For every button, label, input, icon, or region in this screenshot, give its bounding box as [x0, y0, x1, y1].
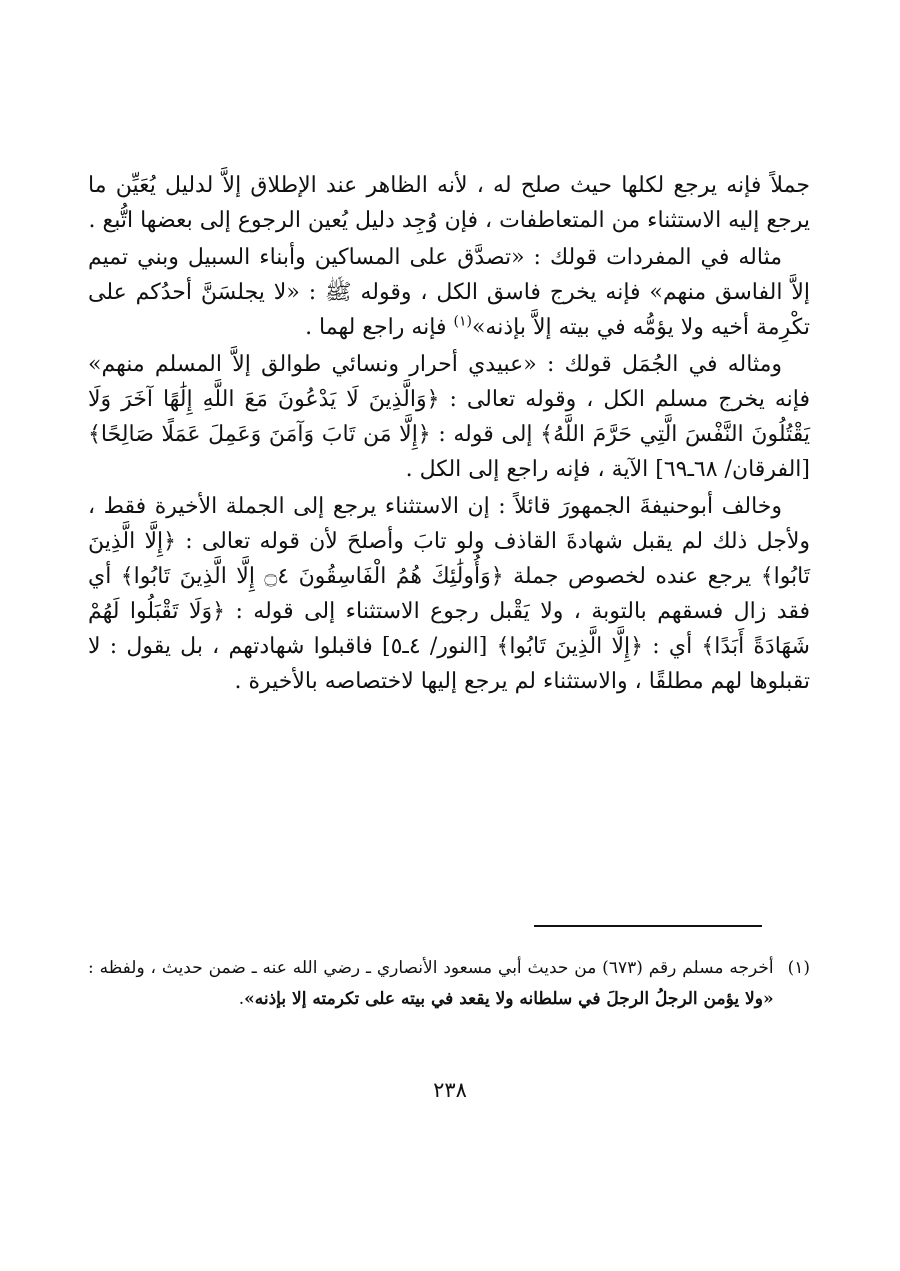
footnote-reference[interactable]: (١)	[453, 313, 472, 330]
paragraph-1: جملاً فإنه يرجع لكلها حيث صلح له ، لأنه الظاهر عند الإطلاق إلاَّ لدليل يُعَيِّن ما يرجع إليه الاستثناء من المتعاطفات ، فإن وُجِد دليل يُعين الرجوع إلى بعضها اتُّبع .	[88, 173, 810, 233]
paragraph-2-tail: فإنه راجع لهما .	[305, 315, 454, 340]
footnote-number: (١)	[787, 958, 810, 978]
page-content	[88, 168, 810, 701]
footnote-text-block	[88, 953, 774, 1015]
main-text	[88, 168, 810, 699]
footnote-divider	[534, 925, 762, 927]
footnote-text: أخرجه مسلم رقم (٦٧٣) من حديث أبي مسعود الأنصاري ـ رضي الله عنه ـ ضمن حديث ، ولفظه :	[88, 958, 774, 978]
footnote-quote: «ولا يؤمن الرجلُ الرجلَ في سلطانه ولا يقعد في بيته على تكرمته إلا بإذنه»	[244, 989, 774, 1009]
paragraph-3: ومثاله في الجُمَل قولك : «عبيدي أحرار ونسائي طوالق إلاَّ المسلم منهم» فإنه يخرج مسلم الكل ، وقوله تعالى : ﴿وَالَّذِينَ لَا يَدْعُونَ مَعَ اللَّهِ إِلَٰهًا آخَرَ وَلَا يَقْتُلُونَ النَّفْسَ الَّتِي حَرَّمَ اللَّهُ﴾ إلى قوله : ﴿إِلَّا مَن تَابَ وَآمَنَ وَعَمِلَ عَمَلًا صَالِحًا﴾ [الفرقان/ ٦٨ـ٦٩] الآية ، فإنه راجع إلى الكل .	[88, 352, 810, 482]
paragraph-4: وخالف أبوحنيفةَ الجمهورَ قائلاً : إن الاستثناء يرجع إلى الجملة الأخيرة فقط ، ولأجل ذلك لم يقبل شهادةَ القاذف ولو تابَ وأصلحَ لأن قوله تعالى : ﴿إِلَّا الَّذِينَ تَابُوا﴾ يرجع عنده لخصوص جملة ﴿وَأُولَٰئِكَ هُمُ الْفَاسِقُونَ ۝٤ إِلَّا الَّذِينَ تَابُوا﴾ أي فقد زال فسقهم بالتوبة ، ولا يَقْبل رجوع الاستثناء إلى قوله : ﴿وَلَا تَقْبَلُوا لَهُمْ شَهَادَةً أَبَدًا﴾ أي : ﴿إِلَّا الَّذِينَ تَابُوا﴾ [النور/ ٤ـ٥] فاقبلوا شهادتهم ، بل يقول : لا تقبلوها لهم مطلقًا ، والاستثناء لم يرجع إليها لاختصاصه بالأخيرة .	[88, 494, 811, 694]
footnote-1	[88, 953, 810, 1015]
page-number: ٢٣٨	[433, 1078, 467, 1102]
footnote-end: .	[238, 989, 245, 1009]
paragraph-2-text: مثاله في المفردات قولك : «تصدَّق على المساكين وأبناء السبيل وبني تميم إلاَّ الفاسق منهم» فإنه يخرج فاسق الكل ، وقوله ﷺ : «لا يجلسَنَّ أحدُكم على تكْرِمة أخيه ولا يؤمُّه في بيته إلاَّ بإذنه»	[88, 245, 810, 340]
paragraph-2	[88, 240, 810, 345]
footnotes	[88, 953, 810, 1015]
